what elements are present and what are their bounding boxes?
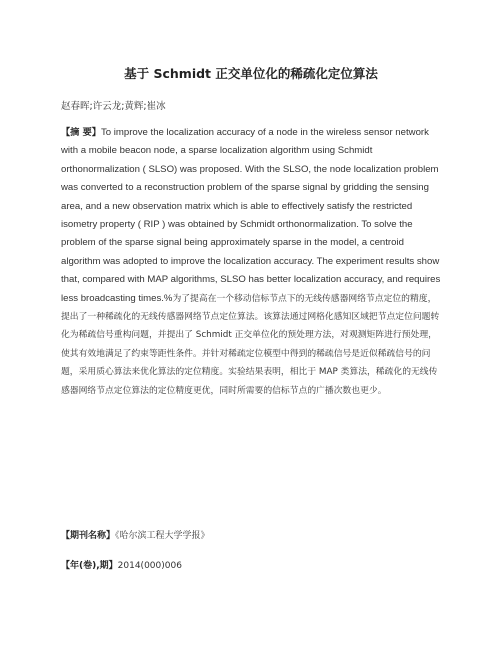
- paper-title: 基于 Schmidt 正交单位化的稀疏化定位算法: [124, 66, 378, 81]
- journal-name: 《哈尔滨工程大学学报》: [115, 531, 210, 541]
- journal-line: [61, 528, 210, 541]
- abstract-block: [61, 124, 441, 400]
- year-issue-label: 【年(卷),期】: [61, 561, 118, 571]
- author-list: 赵春晖;许云龙;黄辉;崔冰: [61, 101, 166, 112]
- abstract-chinese: 为了提高在一个移动信标节点下的无线传感器网络节点定位的精度，提出了一种稀疏化的无线传感器网络节点定位算法。该算法通过网格化感知区域把节点定位问题转化为稀疏信号重构问题，并提出了 Schmidt 正交单位化的预处理方法，对观测矩阵进行预处理，使其有效地满足了约束等距性条件。并针对稀疏定位模型中得到的稀疏信号是近似稀疏信号的问题，采用质心算法来优化算法的定位精度。实验结果表明，相比于 MAP 类算法，稀疏化的无线传感器网络节点定位算法的定位精度更优，同时所需要的信标节点的广播次数也更少。: [61, 293, 440, 396]
- abstract-separator: %: [163, 292, 173, 304]
- year-issue-value: 2014(000)006: [117, 561, 182, 571]
- journal-label: 【期刊名称】: [61, 531, 116, 541]
- year-issue-line: [61, 558, 182, 571]
- abstract-english: To improve the localization accuracy of a node in the wireless sensor network with a mobile beacon node, a sparse localization algorithm using Schmidt orthonormalization ( SLSO) was proposed. With the SLSO, the node localization problem was converted to a reconstruction problem of the sparse signal by gridding the sensing area, and a new observation matrix which is able to effectively satisfy the restricted isometry property ( RIP ) was obtained by Schmidt orthonormalization. To solve the problem of the sparse signal being approximately sparse in the model, a centroid algorithm was adopted to improve the localization accuracy. The experiment results show that, compared with MAP algorithms, SLSO has better localization accuracy, and requires less broadcasting times.: [61, 127, 441, 304]
- abstract-label: 【摘 要】: [61, 127, 101, 138]
